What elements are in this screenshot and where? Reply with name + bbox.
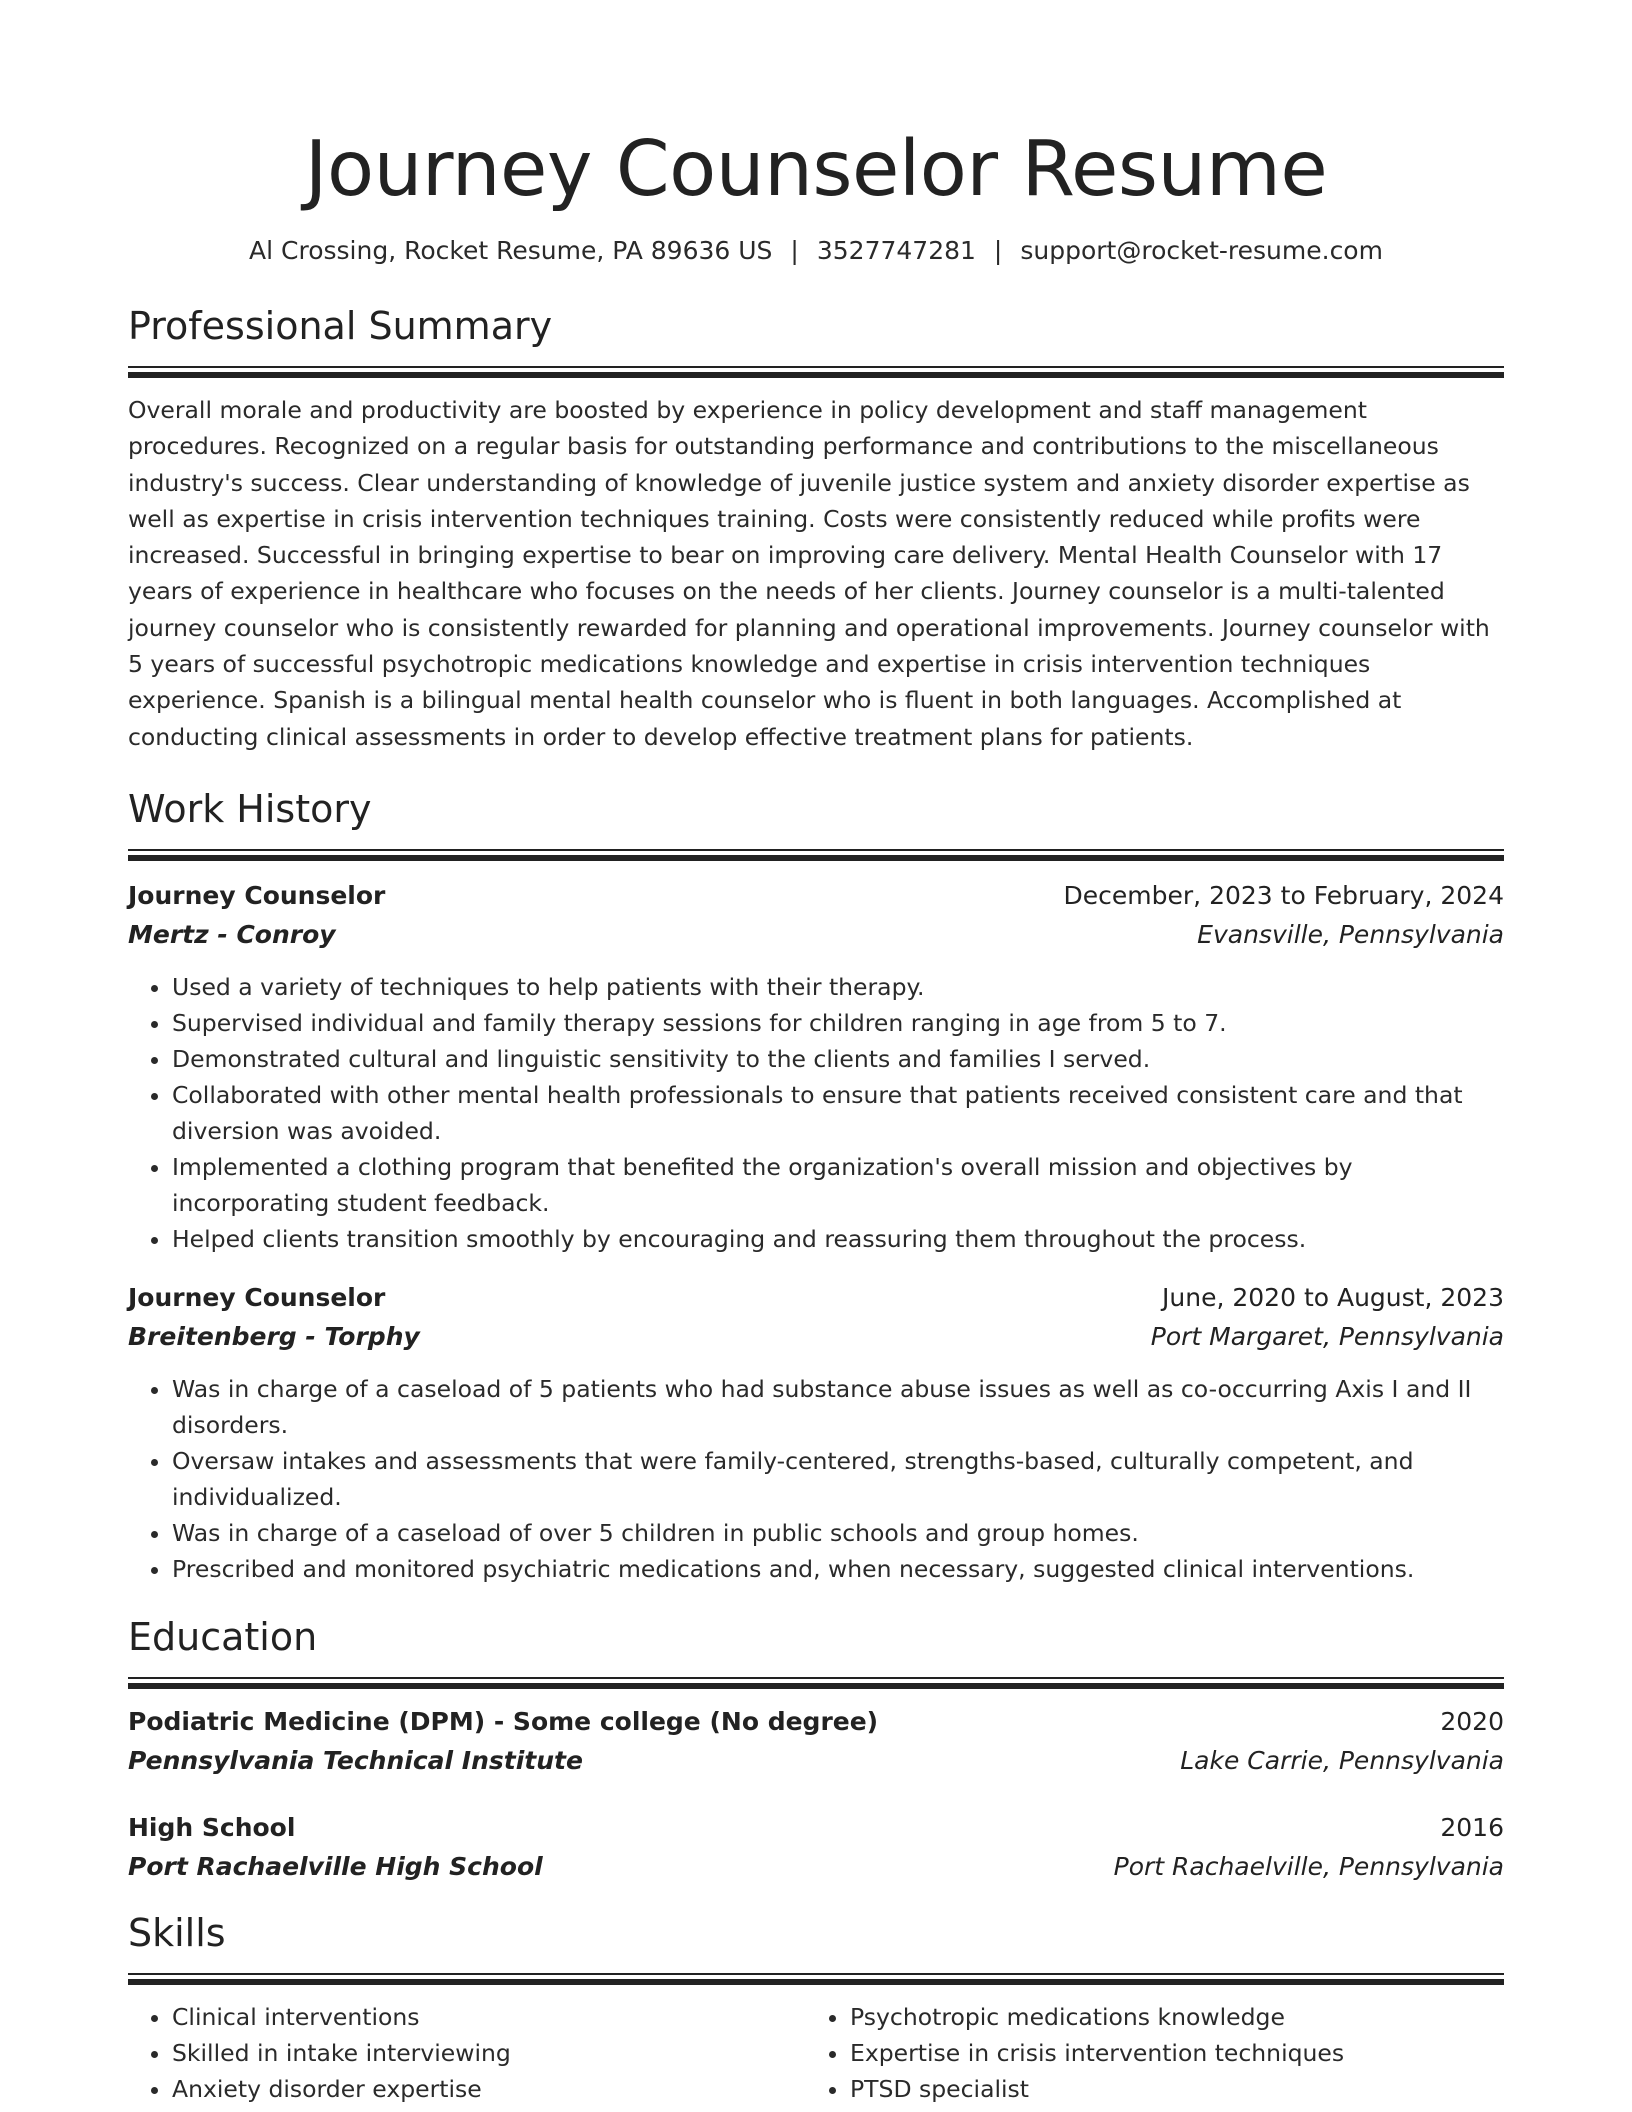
summary-section (128, 302, 1504, 755)
section-heading-education: Education (128, 1614, 318, 1659)
job-company-row (128, 1317, 1504, 1357)
section-divider (128, 366, 1504, 378)
job-bullets (128, 969, 1504, 1257)
list-item: • Supervised individual and family therapy sessions for children ranging in age from 5 to 7. (172, 1005, 1504, 1041)
job-title: Journey Counselor (128, 880, 386, 910)
contact-separator: | (790, 236, 799, 265)
section-heading-work-history: Work History (128, 786, 372, 831)
skills-list-left (128, 1999, 806, 2107)
job-entry (128, 1279, 1504, 1587)
job-location: Evansville, Pennsylvania (1197, 919, 1504, 949)
work-history-section (128, 785, 1504, 1587)
section-divider (128, 849, 1504, 861)
job-dates: June, 2020 to August, 2023 (1162, 1282, 1504, 1312)
section-heading-skills: Skills (128, 1910, 226, 1955)
job-bullets (128, 1371, 1504, 1587)
list-item: • Used a variety of techniques to help patients with their therapy. (172, 969, 1504, 1005)
job-dates: December, 2023 to February, 2024 (1063, 880, 1504, 910)
job-entry (128, 877, 1504, 1257)
section-heading-summary: Professional Summary (128, 304, 553, 348)
education-section (128, 1613, 1504, 1887)
education-entry (128, 1809, 1504, 1887)
list-item: • Anxiety disorder expertise (172, 2071, 806, 2107)
list-item: • Implemented a clothing program that benefited the organization's overall mission and objectives by incorporating student feedback. (172, 1149, 1504, 1221)
list-item: • Clinical interventions (172, 1999, 806, 2035)
job-company-row (128, 915, 1504, 955)
job-title: Journey Counselor (128, 1282, 386, 1312)
education-school-row (128, 1741, 1504, 1781)
contact-address: Al Crossing, Rocket Resume, PA 89636 US (249, 236, 773, 265)
section-divider (128, 1677, 1504, 1689)
list-item: • Expertise in crisis intervention techniques (850, 2035, 1484, 2071)
page-title: Journey Counselor Resume (304, 125, 1328, 214)
summary-text: Overall morale and productivity are boosted by experience in policy development and staff management procedures. Recognized on a regular basis for outstanding performance and contributions to the miscellaneous industry's success. Clear understanding of knowledge of juvenile justice system and anxiety disorder expertise as well as expertise in crisis intervention techniques training. Costs were consistently reduced while profits were increased. Successful in bringing expertise to bear on improving care delivery. Mental Health Counselor with 17 years of experience in healthcare who focuses on the needs of her clients. Journey counselor is a multi-talented journey counselor who is consistently rewarded for planning and operational improvements. Journey counselor with 5 years of successful psychotropic medications knowledge and expertise in crisis intervention techniques experience. Spanish is a bilingual mental health counselor who is fluent in both languages. Accomplished at conducting clinical assessments in order to develop effective treatment plans for patients. (128, 396, 1490, 751)
contact-separator: | (993, 236, 1003, 265)
list-item: • Collaborated with other mental health professionals to ensure that patients received consistent care and that diversion was avoided. (172, 1077, 1504, 1149)
job-company: Breitenberg - Torphy (128, 1321, 420, 1351)
list-item: • PTSD specialist (850, 2071, 1484, 2107)
section-divider (128, 1973, 1504, 1985)
education-location: Lake Carrie, Pennsylvania (1180, 1745, 1504, 1775)
job-company: Mertz - Conroy (128, 919, 336, 949)
education-school: Port Rachaelville High School (128, 1851, 543, 1881)
list-item: • Demonstrated cultural and linguistic sensitivity to the clients and families I served. (172, 1041, 1504, 1077)
resume-page (128, 0, 1504, 2107)
list-item: • Was in charge of a caseload of 5 patients who had substance abuse issues as well as co-occurring Axis I and II disorders. (172, 1371, 1504, 1443)
list-item: • Was in charge of a caseload of over 5 children in public schools and group homes. (172, 1515, 1504, 1551)
contact-phone: 3527747281 (816, 236, 976, 265)
list-item: • Psychotropic medications knowledge (850, 1999, 1484, 2035)
job-header-row (128, 877, 1504, 915)
education-location: Port Rachaelville, Pennsylvania (1113, 1851, 1504, 1881)
contact-line (128, 234, 1504, 268)
list-item: • Oversaw intakes and assessments that were family-centered, strengths-based, culturally competent, and individualized. (172, 1443, 1504, 1515)
education-year: 2016 (1440, 1812, 1504, 1842)
contact-email: support@rocket-resume.com (1020, 236, 1383, 265)
skills-section (128, 1909, 1504, 2107)
skills-list-right (806, 1999, 1484, 2107)
education-school: Pennsylvania Technical Institute (128, 1745, 583, 1775)
education-header-row (128, 1809, 1504, 1847)
education-degree: Podiatric Medicine (DPM) - Some college (No degree) (128, 1706, 879, 1736)
list-item: • Skilled in intake interviewing (172, 2035, 806, 2071)
skills-columns (128, 1999, 1504, 2107)
list-item: • Helped clients transition smoothly by encouraging and reassuring them throughout the process. (172, 1221, 1504, 1257)
list-item: • Prescribed and monitored psychiatric medications and, when necessary, suggested clinical interventions. (172, 1551, 1504, 1587)
education-degree: High School (128, 1812, 296, 1842)
job-header-row (128, 1279, 1504, 1317)
job-location: Port Margaret, Pennsylvania (1150, 1321, 1504, 1351)
education-year: 2020 (1440, 1706, 1504, 1736)
education-header-row (128, 1703, 1504, 1741)
education-school-row (128, 1847, 1504, 1887)
education-entry (128, 1703, 1504, 1781)
